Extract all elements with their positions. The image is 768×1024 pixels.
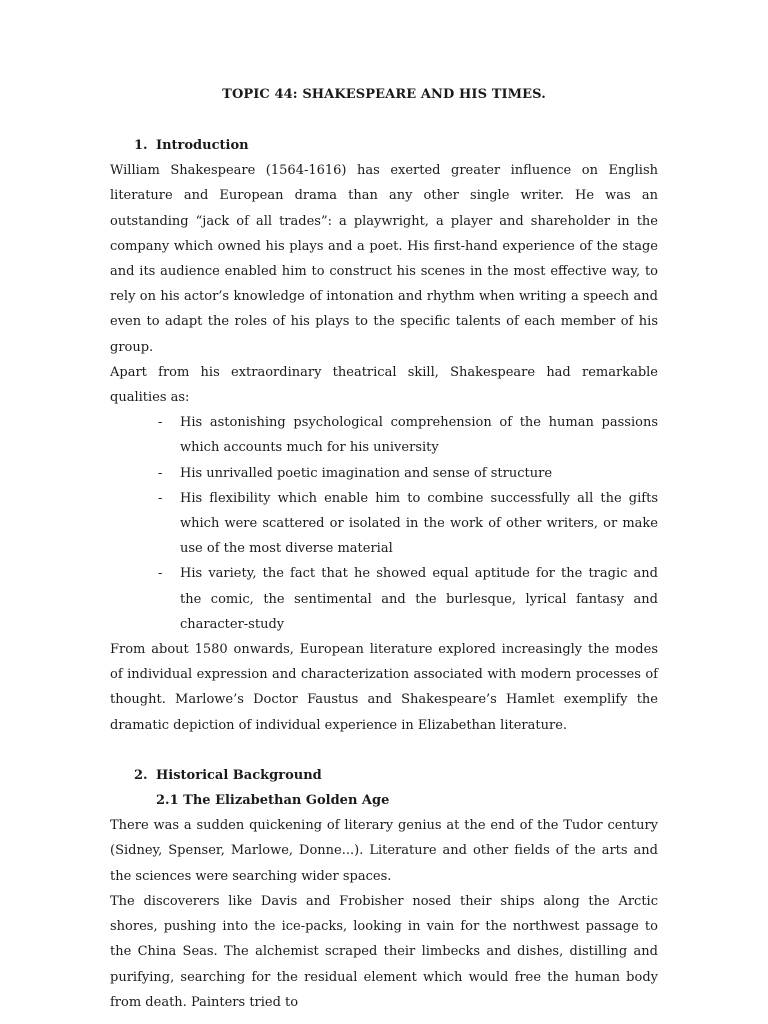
- spacer: [110, 738, 658, 763]
- section-title: Historical Background: [156, 767, 322, 783]
- qualities-list: [110, 410, 658, 637]
- background-paragraph-2: The discoverers like Davis and Frobisher nosed their ships along the Arctic shores, pushing into the ice-packs, looking in vain for the northwest passage to the China Seas. The alchemist scraped their limbecks and dishes, distilling and purifying, searching for the residual element which would free the human body from death. Painters tried to: [110, 893, 658, 1010]
- section-heading-historical-background: [134, 763, 658, 788]
- background-paragraph-1: There was a sudden quickening of literary genius at the end of the Tudor century (Sidney, Spenser, Marlowe, Donne...). Literature and other fields of the arts and the sciences were searching wider spaces.: [110, 818, 658, 884]
- list-item-text: His flexibility which enable him to combine successfully all the gifts which were scattered or isolated in the work of other writers, or make use of the most diverse material: [180, 490, 658, 557]
- intro-paragraph-3: From about 1580 onwards, European literature explored increasingly the modes of individual expression and characterization associated with modern processes of thought. Marlowe’s Doctor Faustus and Shakespeare’s Hamlet exemplify the dramatic depiction of individual experience in Elizabethan literature.: [110, 642, 658, 733]
- bullet-dash: -: [158, 566, 163, 582]
- intro-paragraph-2: Apart from his extraordinary theatrical skill, Shakespeare had remarkable qualities as:: [110, 364, 658, 406]
- bullet-dash: -: [158, 490, 163, 506]
- intro-paragraph-1: William Shakespeare (1564-1616) has exerted greater influence on English literature and European drama than any other single writer. He was an outstanding “jack of all trades”: a playwright, a player and shareholder in the company which owned his plays and a poet. His first-hand experience of the stage and its audience enabled him to construct his scenes in the most effective way, to rely on his actor’s knowledge of intonation and rhythm when writing a speech and even to adapt the roles of his plays to the specific talents of each member of his group.: [110, 163, 658, 355]
- page-title: TOPIC 44: SHAKESPEARE AND HIS TIMES.: [222, 87, 546, 102]
- section-title: Introduction: [156, 138, 249, 153]
- subsection-heading-golden-age: 2.1 The Elizabethan Golden Age: [156, 793, 390, 809]
- section-heading-introduction: [134, 133, 658, 158]
- section-number: 1.: [134, 138, 148, 153]
- bullet-dash: -: [158, 465, 163, 481]
- list-item: [110, 561, 658, 637]
- list-item: [110, 410, 658, 460]
- document-body: [110, 133, 658, 1015]
- bullet-dash: -: [158, 415, 163, 431]
- list-item-text: His variety, the fact that he showed equal aptitude for the tragic and the comic, the sentimental and the burlesque, lyrical fantasy and character-study: [180, 566, 658, 632]
- list-item: [110, 461, 658, 486]
- list-item: [110, 486, 658, 562]
- list-item-text: His astonishing psychological comprehension of the human passions which accounts much for his university: [180, 415, 658, 456]
- section-number: 2.: [134, 767, 148, 783]
- list-item-text: His unrivalled poetic imagination and sense of structure: [180, 465, 553, 481]
